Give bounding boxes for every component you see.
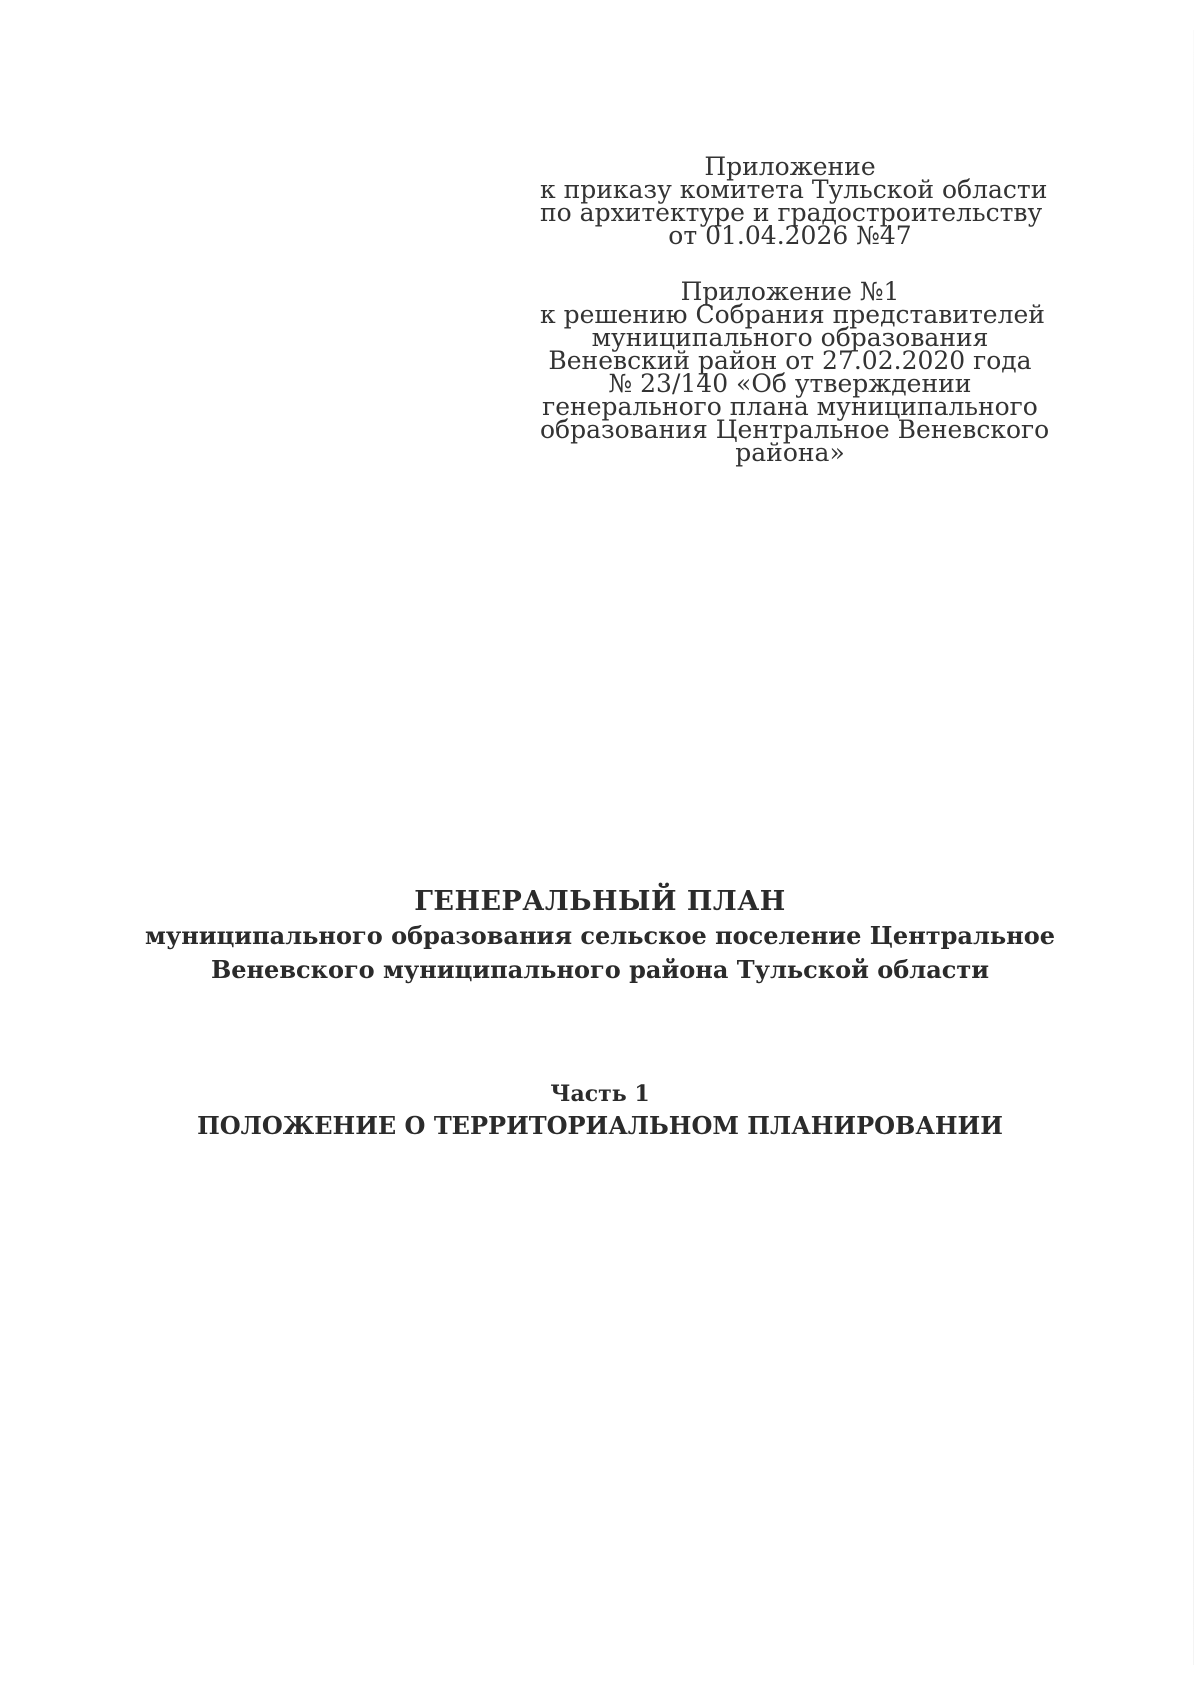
part-title: ПОЛОЖЕНИЕ О ТЕРРИТОРИАЛЬНОМ ПЛАНИРОВАНИИ	[197, 1111, 1003, 1140]
document-title: ГЕНЕРАЛЬНЫЙ ПЛАН	[414, 886, 786, 917]
annex-order-line: к приказу комитета Тульской области	[540, 175, 1048, 204]
annex-decision-block	[540, 277, 1050, 467]
annex-order-line: от 01.04.2026 №47	[668, 221, 912, 250]
part-heading-block	[0, 1078, 1200, 1142]
annex-decision-line: Веневский район от 27.02.2020 года	[548, 346, 1032, 375]
annex-decision-line: муниципального образования	[591, 323, 989, 352]
document-subtitle-line: муниципального образования сельское поселение Центральное	[144, 921, 1056, 950]
document-subtitle-line: Веневского муниципального района Тульской области	[210, 955, 990, 984]
annex-order-line: Приложение	[704, 152, 876, 181]
annex-decision-line: генерального плана муниципального	[542, 392, 1038, 421]
annex-decision-line: к решению Собрания представителей	[540, 300, 1045, 329]
annex-decision-line: № 23/140 «Об утверждении	[608, 369, 972, 398]
document-title-block	[0, 885, 1200, 987]
scan-edge	[1193, 30, 1194, 1665]
annex-decision-line: Приложение №1	[680, 277, 900, 306]
annex-order-line: по архитектуре и градостроительству	[540, 198, 1043, 227]
annex-order-block	[540, 152, 1048, 250]
annex-decision-line: образования Центральное Веневского	[540, 415, 1050, 444]
part-number: Часть 1	[550, 1081, 650, 1107]
annex-decision-line: района»	[735, 438, 845, 467]
